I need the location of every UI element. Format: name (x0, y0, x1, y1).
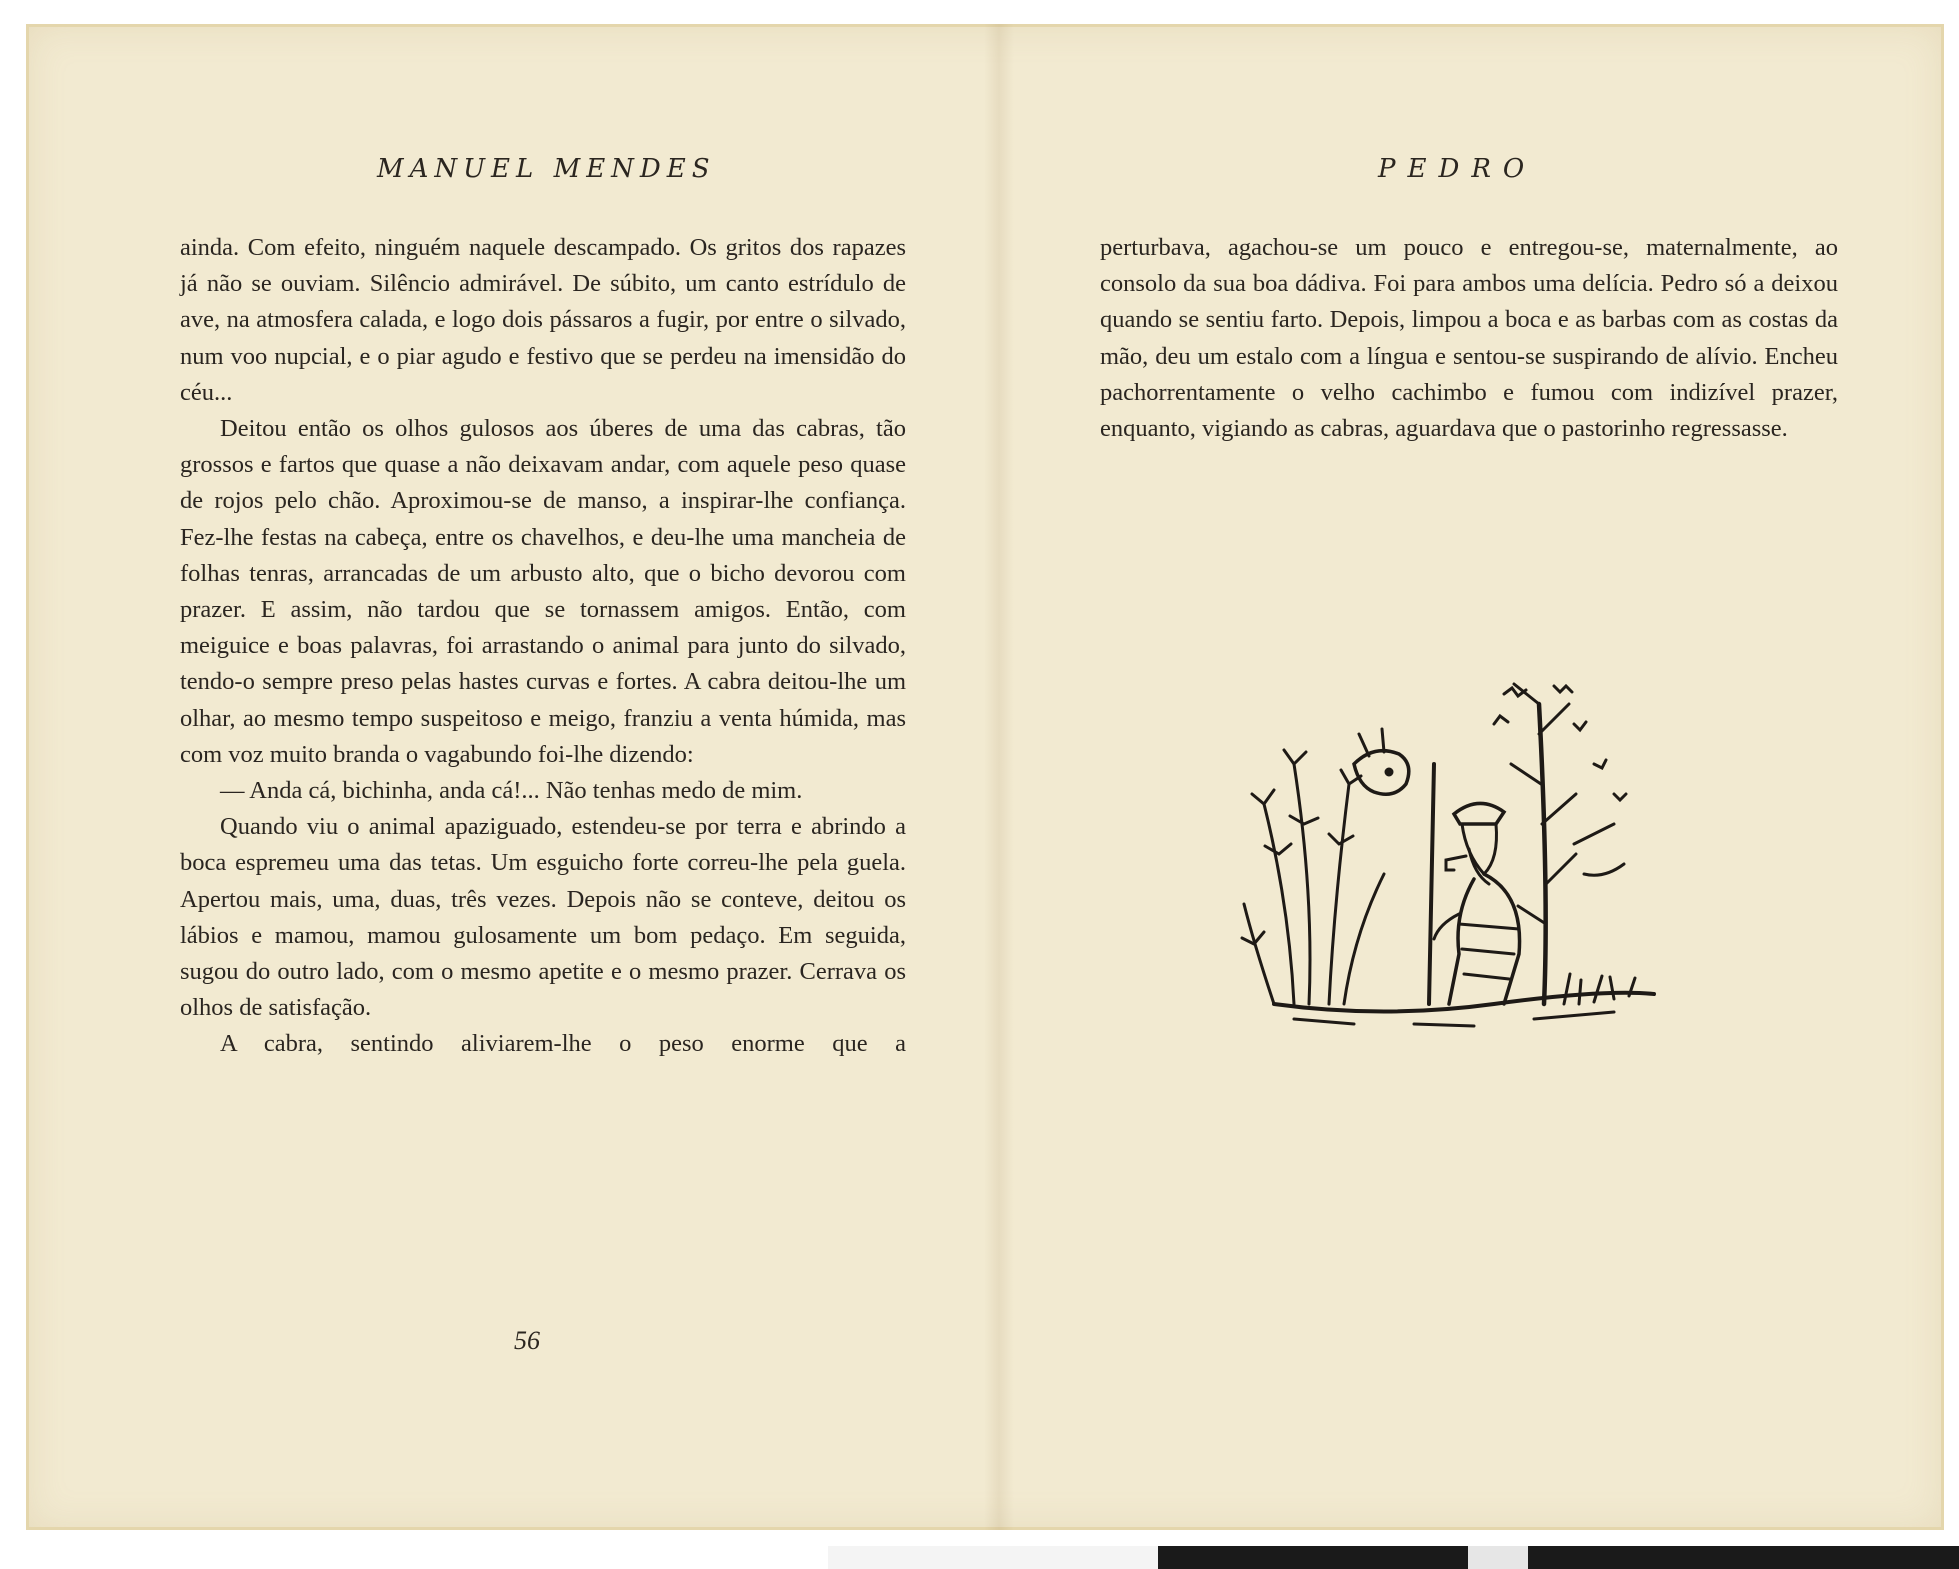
page-number: 56 (514, 1326, 540, 1355)
left-paragraph-4: Quando viu o animal apaziguado, estendeu-se por terra e abrindo a boca espremeu uma das tetas. Um esguicho forte correu-lhe pela guela. Apertou mais, uma, duas, três vezes. Depois não se conteve, deitou os lábios e mamou, mamou gulosamente um bom pedaço. Em seguida, sugou do outro lado, com o mesmo apetite e o mesmo prazer. Cerrava os olhos de satisfação. (180, 813, 906, 1022)
right-paragraph-1: perturbava, agachou-se um pouco e entregou-se, maternalmente, ao consolo da sua boa dádiva. Foi para ambos uma delícia. Pedro só a deixou quando se sentiu farto. Depois, limpou a boca e as barbas com as costas da mão, deu um estalo com a língua e sentou-se suspirando de alívio. Encheu pachorrentamente o velho cachimbo e fumou com indizível prazer, enquanto, vigiando as cabras, aguardava que o pastorinho regressasse. (1100, 234, 1838, 443)
right-running-head: PEDRO (1378, 154, 1537, 184)
ruler-white-segment (828, 1546, 1158, 1569)
left-paragraph-3: — Anda cá, bichinha, anda cá!... Não tenhas medo de mim. (220, 777, 803, 805)
scan-color-ruler (828, 1546, 1959, 1569)
ruler-white-segment-2 (1468, 1546, 1528, 1569)
book-gutter (984, 24, 1014, 1530)
right-page-text (1100, 230, 1838, 447)
left-paragraph-1: ainda. Com efeito, ninguém naquele descampado. Os gritos dos rapazes já não se ouviam. Silêncio admirável. De súbito, um canto estrídulo de ave, na atmosfera calada, e logo dois pássaros a fugir, por entre o silvado, num voo nupcial, e o piar agudo e festivo que se perdeu na imensidão do céu... (180, 234, 906, 406)
left-running-head: MANUEL MENDES (377, 154, 716, 184)
left-paragraph-2: Deitou então os olhos gulosos aos úberes de uma das cabras, tão grossos e fartos que quase a não deixavam andar, com aquele peso quase de rojos pelo chão. Aproximou-se de manso, a inspirar-lhe confiança. Fez-lhe festas na cabeça, entre os chavelhos, e deu-lhe uma mancheia de folhas tenras, arrancadas de um arbusto alto, que o bicho devorou com prazer. E assim, não tardou que se tornassem amigos. Então, com meiguice e boas palavras, foi arrastando o animal para junto do silvado, tendo-o sempre preso pelas hastes curvas e fortes. A cabra deitou-lhe um olhar, ao mesmo tempo suspeitoso e meigo, franziu a venta húmida, mas com voz muito branda o vagabundo foi-lhe dizendo: (180, 415, 906, 768)
left-page-text (180, 230, 906, 1063)
goat-and-shepherd-illustration (1234, 674, 1684, 1054)
left-paragraph-5: A cabra, sentindo aliviarem-lhe o peso enorme que a (220, 1030, 906, 1058)
book-spread (26, 24, 1944, 1530)
